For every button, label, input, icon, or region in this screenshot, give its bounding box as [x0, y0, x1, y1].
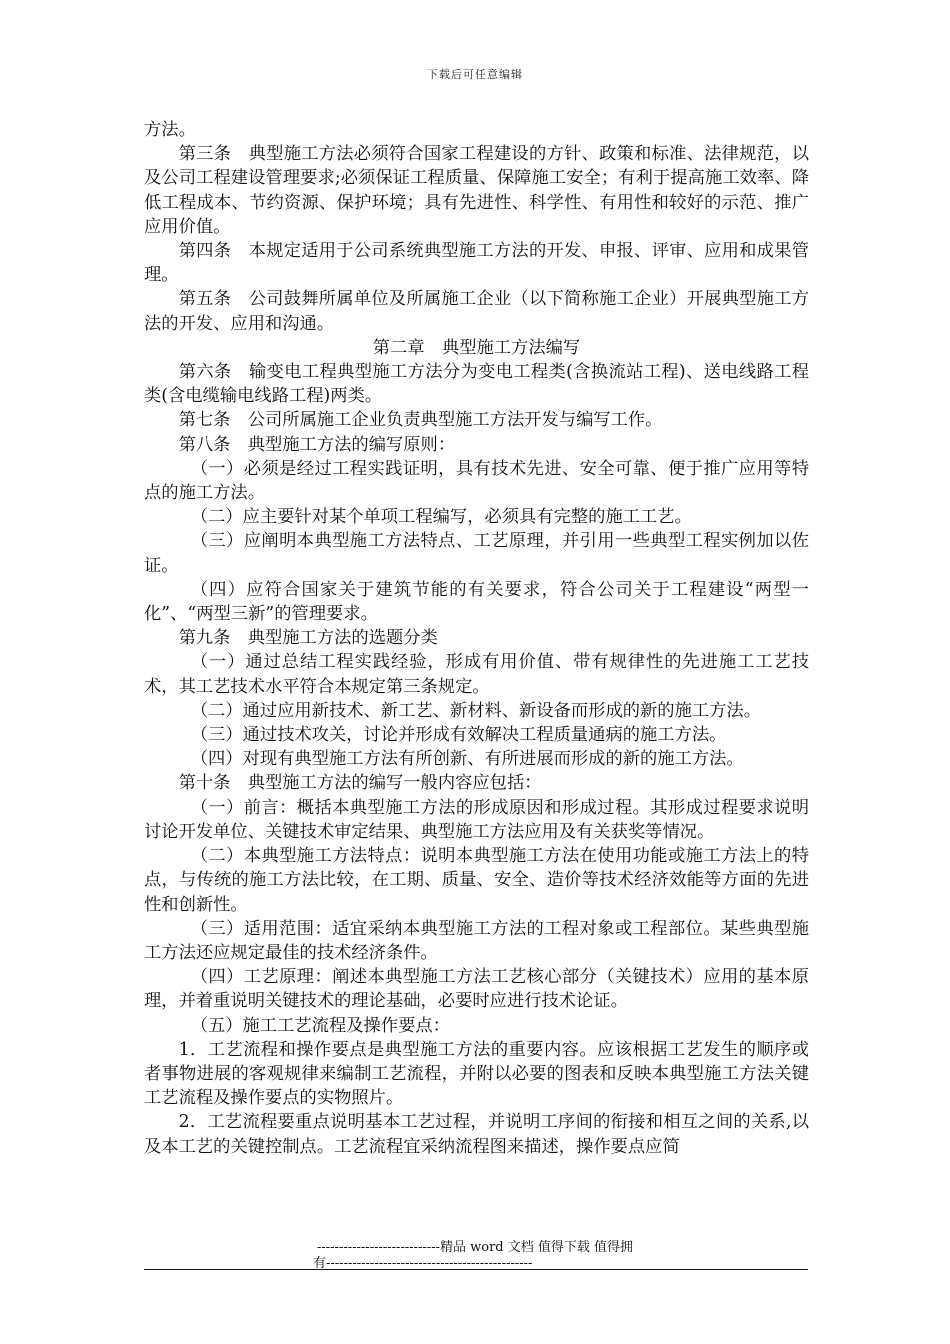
list-item: （二）应主要针对某个单项工程编写，必须具有完整的施工工艺。 — [190, 507, 692, 528]
list-item: （一）通过总结工程实践经验，形成有用价值、带有规律性的先进施工工艺技术，其工艺技术水平符合本规定第三条规定。 — [144, 652, 809, 697]
list-item: （三）通过技术攻关，讨论并形成有效解决工程质量通病的施工方法。 — [190, 725, 727, 746]
list-item: （三）应阐明本典型施工方法特点、工艺原理，并引用一些典型工程实例加以佐证。 — [144, 531, 809, 576]
list-item: （四）工艺原理：阐述本典型施工方法工艺核心部分（关键技术）应用的基本原理，并着重说明关键技术的理论基础，必要时应进行技术论证。 — [144, 967, 809, 1012]
list-item: （一）前言：概括本典型施工方法的形成原因和形成过程。其形成过程要求说明讨论开发单位、关键技术审定结果、典型施工方法应用及有关获奖等情况。 — [144, 797, 809, 842]
article-9: 第九条 典型施工方法的选题分类 — [178, 628, 438, 649]
paragraph: 方法。 — [144, 120, 196, 140]
list-item: （一）必须是经过工程实践证明，具有技术先进、安全可靠、便于推广应用等特点的施工方法。 — [144, 458, 809, 504]
footer-text: ----------------------------精品 word 文档 值得下载 值得拥 — [316, 1240, 633, 1255]
list-item: （四）应符合国家关于建筑节能的有关要求，符合公司关于工程建设“两型一化”、“两型三新”的管理要求。 — [144, 579, 809, 625]
article-3: 第三条 典型施工方法必须符合国家工程建设的方针、政策和标准、法律规范，以及公司工程建设管理要求;必须保证工程质量、保障施工安全；有利于提高施工效率、降低工程成本、节约资源、保护环境；具有先进性、科学性、有用性和较好的示范、推广应用价值。 — [144, 144, 809, 237]
footer-rule — [144, 1269, 808, 1270]
footer-text-continued: 有----------------------------------------------- — [313, 1256, 533, 1271]
list-item: （二）本典型施工方法特点：说明本典型施工方法在使用功能或施工方法上的特点，与传统的施工方法比较，在工期、质量、安全、造价等技术经济效能等方面的先进性和创新性。 — [144, 846, 809, 915]
article-7: 第七条 公司所属施工企业负责典型施工方法开发与编写工作。 — [178, 410, 663, 431]
chapter-heading: 第二章 典型施工方法编写 — [372, 337, 581, 358]
document-body — [144, 118, 809, 1159]
numbered-item: 2．工艺流程要重点说明基本工艺过程，并说明工序间的衔接和相互之间的关系,以及本工艺的关键控制点。工艺流程宜采纳流程图来描述，操作要点应简 — [144, 1112, 809, 1157]
list-item: （三）适用范围：适宜采纳本典型施工方法的工程对象或工程部位。某些典型施工方法还应规定最佳的技术经济条件。 — [144, 918, 809, 963]
article-10: 第十条 典型施工方法的编写一般内容应包括： — [178, 773, 542, 794]
numbered-item: 1．工艺流程和操作要点是典型施工方法的重要内容。应该根据工艺发生的顺序或者事物进展的客观规律来编制工艺流程，并附以必要的图表和反映本典型施工方法关键工艺流程及操作要点的实物照片。 — [144, 1039, 809, 1109]
article-5: 第五条 公司鼓舞所属单位及所属施工企业（以下简称施工企业）开展典型施工方法的开发、应用和沟通。 — [144, 289, 809, 334]
article-8: 第八条 典型施工方法的编写原则： — [178, 434, 456, 455]
article-6: 第六条 输变电工程典型施工方法分为变电工程类(含换流站工程)、送电线路工程类(含电缆输电线路工程)两类。 — [144, 362, 809, 407]
list-item: （五）施工工艺流程及操作要点： — [190, 1015, 450, 1036]
page-header: 下载后可任意编辑 — [427, 68, 523, 81]
article-4: 第四条 本规定适用于公司系统典型施工方法的开发、申报、评审、应用和成果管理。 — [144, 241, 809, 286]
list-item: （二）通过应用新技术、新工艺、新材料、新设备而形成的新的施工方法。 — [190, 700, 761, 721]
list-item: （四）对现有典型施工方法有所创新、有所进展而形成的新的施工方法。 — [190, 749, 744, 770]
